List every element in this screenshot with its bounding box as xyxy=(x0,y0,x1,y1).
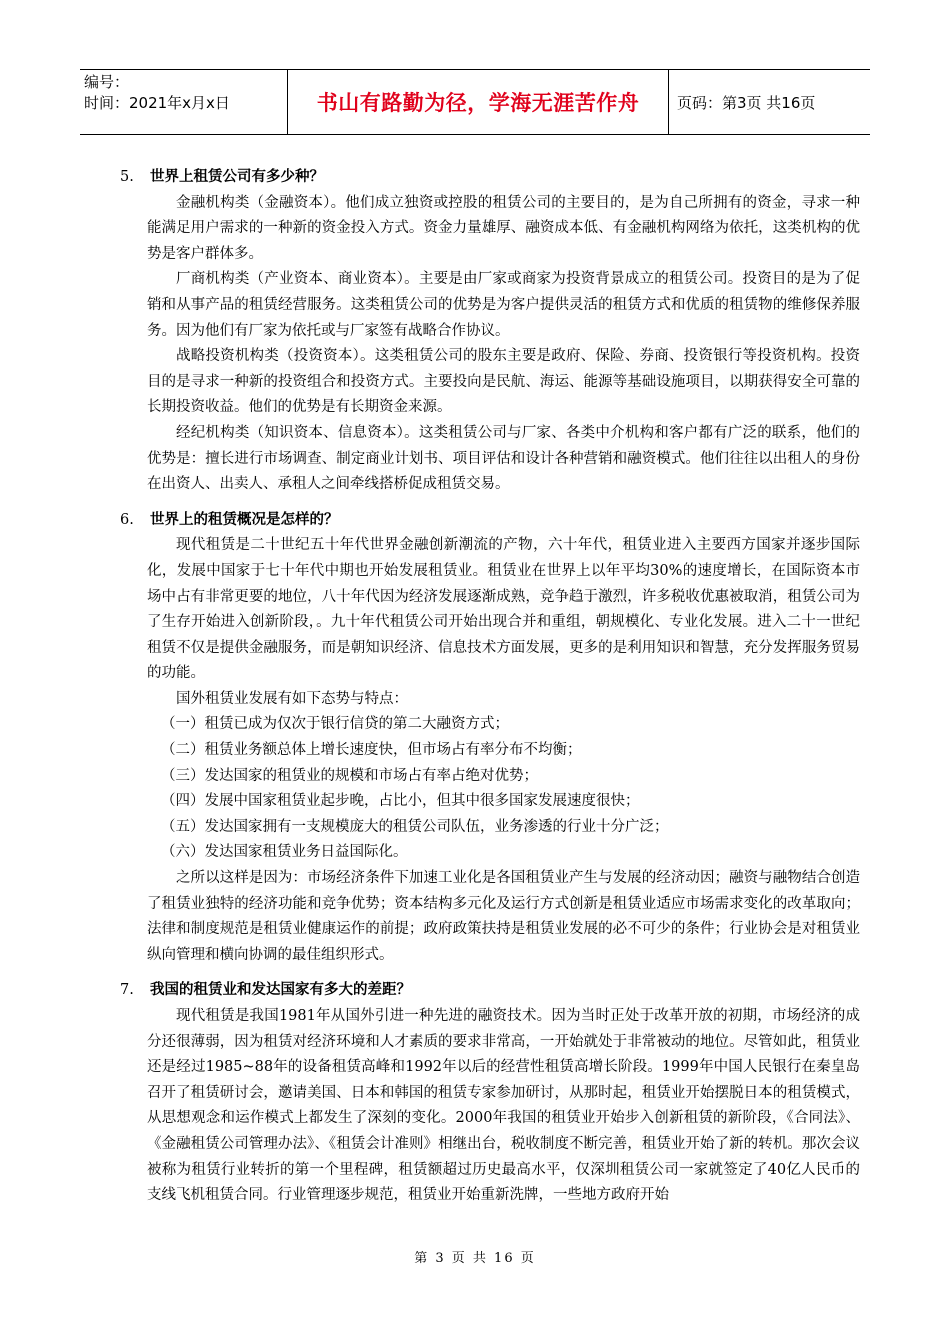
list-item: （一）租赁已成为仅次于银行信贷的第二大融资方式； xyxy=(161,716,509,733)
section-title: 我国的租赁业和发达国家有多大的差距？ xyxy=(150,982,411,999)
section-number: 5. xyxy=(120,169,134,185)
paragraph: 战略投资机构类（投资资本）。这类租赁公司的股东主要是政府、保险、券商、投资银行等投资机构。投资目的是寻求一种新的投资组合和投资方式。主要投向是民航、海运、能源等基础设施项目，以期获得安全可靠的长期投资收益。他们的优势是有长期资金来源。 xyxy=(147,348,860,416)
paragraph: 国外租赁业发展有如下态势与特点： xyxy=(176,690,408,707)
header-date: 时间：2021年x月x日 xyxy=(84,94,230,112)
header-meta xyxy=(80,70,288,134)
paragraph: 现代租赁是我国1981年从国外引进一种先进的融资技术。因为当时正处于改革开放的初期，市场经济的成分还很薄弱，因为租赁对经济环境和人才素质的要求非常高，一开始就处于非常被动的地位。尽管如此，租赁业还是经过1985~88年的设备租赁高峰和1992年以后的经营性租赁高增长阶段。1999年中国人民银行在秦皇岛召开了租赁研讨会，邀请美国、日本和韩国的租赁专家参加研讨，从那时起，租赁业开始摆脱日本的租赁模式，从思想观念和运作模式上都发生了深刻的变化。2000年我国的租赁业开始步入创新租赁的新阶段，《合同法》、《金融租赁公司管理办法》、《租赁会计准则》相继出台，税收制度不断完善，租赁业开始了新的转机。那次会议被称为租赁行业转折的第一个里程碑，租赁额超过历史最高水平，仅深圳租赁公司一家就签定了40亿人民币的支线飞机租赁合同。行业管理逐步规范，租赁业开始重新洗牌，一些地方政府开始 xyxy=(147,1008,860,1204)
header-motto: 书山有路勤为径，学海无涯苦作舟 xyxy=(288,70,669,134)
list-item: （二）租赁业务额总体上增长速度快，但市场占有率分布不均衡； xyxy=(161,742,582,759)
section-heading xyxy=(120,508,860,534)
page-header xyxy=(80,69,870,135)
list-item: （四）发展中国家租赁业起步晚，占比小，但其中很多国家发展速度很快； xyxy=(161,793,640,810)
section-title: 世界上的租赁概况是怎样的？ xyxy=(150,511,339,528)
section-heading xyxy=(120,978,860,1004)
list-item: （五）发达国家拥有一支规模庞大的租赁公司队伍，业务渗透的行业十分广泛； xyxy=(161,818,669,835)
paragraph: 金融机构类（金融资本）。他们成立独资或控股的租赁公司的主要目的，是为自己所拥有的资金，寻求一种能满足用户需求的一种新的资金投入方式。资金力量雄厚、融资成本低、有金融机构网络为依托，这类机构的优势是客户群体多。 xyxy=(147,194,860,262)
header-number: 编号： xyxy=(84,73,130,91)
document-body xyxy=(120,165,860,1209)
paragraph: 经纪机构类（知识资本、信息资本）。这类租赁公司与厂家、各类中介机构和客户都有广泛的联系，他们的优势是：擅长进行市场调查、制定商业计划书、项目评估和设计各种营销和融资模式。他们往往以出租人的身份在出资人、出卖人、承租人之间牵线搭桥促成租赁交易。 xyxy=(147,424,860,493)
paragraph: 之所以这样是因为：市场经济条件下加速工业化是各国租赁业产生与发展的经济动因；融资与融物结合创造了租赁业独特的经济功能和竞争优势；资本结构多元化及运行方式创新是租赁业适应市场需求变化的改革取向；法律和制度规范是租赁业健康运作的前提；政府政策扶持是租赁业发展的必不可少的条件；行业协会是对租赁业纵向管理和横向协调的最佳组织形式。 xyxy=(147,870,860,963)
header-page-label: 页码：第3页 共16页 xyxy=(677,93,816,112)
paragraph: 厂商机构类（产业资本、商业资本）。主要是由厂家或商家为投资背景成立的租赁公司。投资目的是为了促销和从事产品的租赁经营服务。这类租赁公司的优势是为客户提供灵活的租赁方式和优质的租赁物的维修保养服务。因为他们有厂家为依托或与厂家签有战略合作协议。 xyxy=(147,271,860,339)
section-number: 7. xyxy=(120,982,134,999)
section-title: 世界上租赁公司有多少种？ xyxy=(150,169,324,185)
list-item: （六）发达国家租赁业务日益国际化。 xyxy=(161,844,408,861)
section-number: 6. xyxy=(120,511,134,528)
list-item: （三）发达国家的租赁业的规模和市场占有率占绝对优势； xyxy=(161,767,538,784)
page-footer: 第 3 页 共 16 页 xyxy=(414,1251,536,1266)
section-heading xyxy=(120,165,860,191)
paragraph: 现代租赁是二十世纪五十年代世界金融创新潮流的产物，六十年代，租赁业进入主要西方国家并逐步国际化，发展中国家于七十年代中期也开始发展租赁业。租赁业在世界上以年平均30%的速度增长，在国际资本市场中占有非常更要的地位，八十年代因为经济发展逐渐成熟，竞争趋于激烈，许多税收优惠被取消，租赁公司为了生存开始进入创新阶段，。九十年代租赁公司开始出现合并和重组，朝规模化、专业化发展。进入二十一世纪租赁不仅是提供金融服务，而是朝知识经济、信息技术方面发展，更多的是利用知识和智慧，充分发挥服务贸易的功能。 xyxy=(147,537,860,682)
